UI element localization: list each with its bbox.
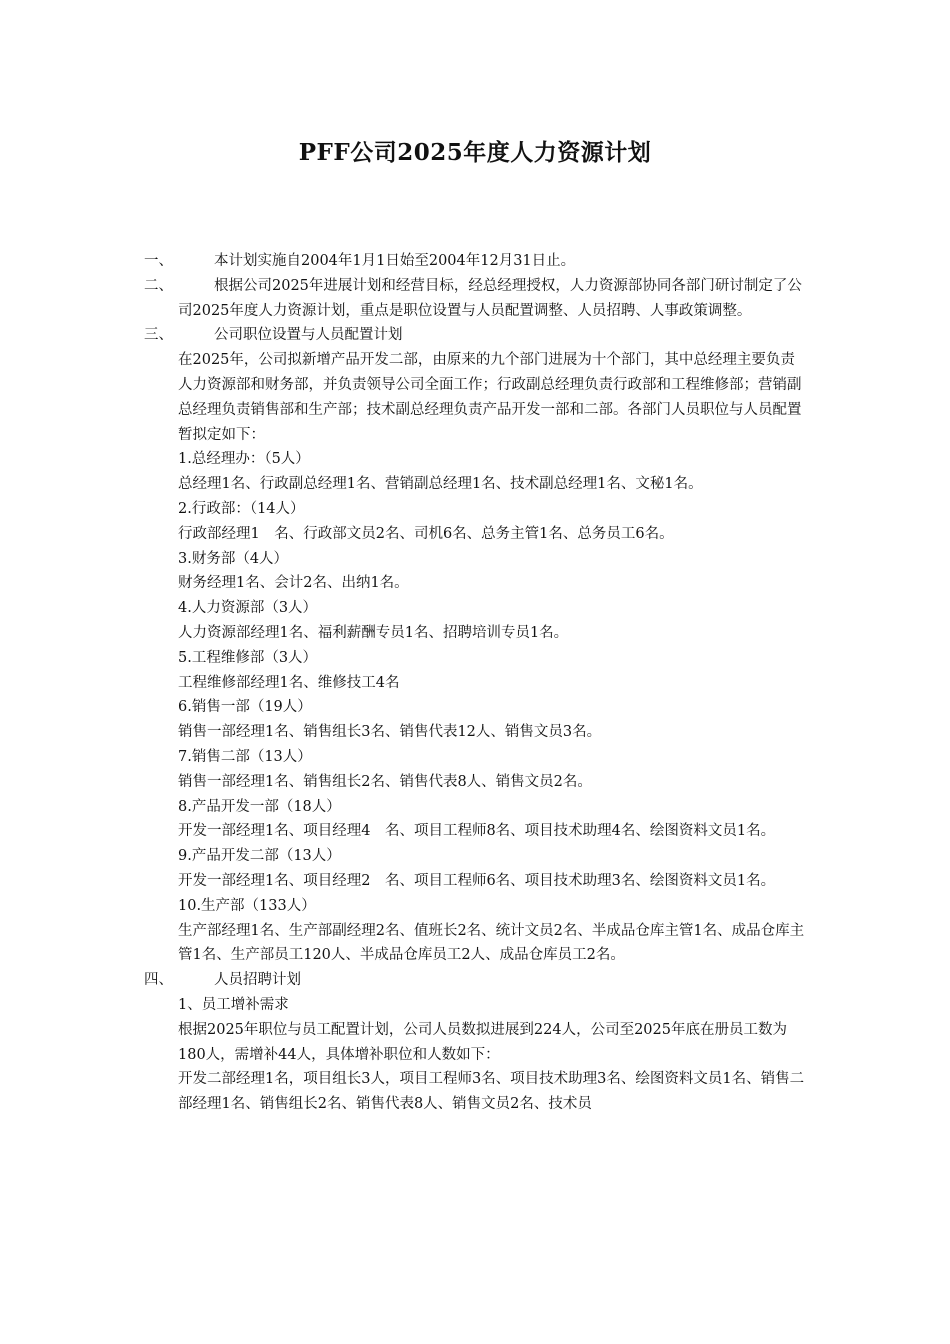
department-heading: 7.销售二部（13人）	[178, 748, 312, 765]
subsection-heading: 1、员工增补需求	[178, 996, 289, 1013]
section-2	[144, 274, 808, 324]
department-heading: 8.产品开发一部（18人）	[178, 798, 341, 815]
department-staffing: 财务经理1名、会计2名、出纳1名。	[178, 575, 409, 592]
department-heading: 1.总经理办：（5人）	[178, 451, 310, 468]
department-heading: 4.人力资源部（3人）	[178, 600, 318, 617]
document-body	[144, 249, 808, 1117]
document-title: PFF公司2025年度人力资源计划	[298, 139, 652, 166]
department-staffing: 开发一部经理1名、项目经理4 名、项目工程师8名、项目技术助理4名、绘图资料文员1名。	[178, 823, 776, 840]
section-number: 二、	[144, 277, 173, 294]
section-heading: 人员招聘计划	[214, 972, 301, 989]
section-3	[144, 323, 808, 348]
section-number: 三、	[144, 327, 173, 344]
department-heading: 9.产品开发二部（13人）	[178, 848, 341, 865]
department-heading: 10.生产部（133人）	[178, 897, 316, 914]
paragraph: 根据2025年职位与员工配置计划，公司人员数拟进展到224人，公司至2025年底在册员工数为180人，需增补44人，具体增补职位和人数如下：	[178, 1021, 787, 1063]
department-heading: 6.销售一部（19人）	[178, 699, 312, 716]
paragraph: 在2025年，公司拟新增产品开发二部，由原来的九个部门进展为十个部门，其中总经理主要负责人力资源部和财务部，并负责领导公司全面工作；行政副总经理负责行政部和工程维修部；营销副总经理负责销售部和生产部；技术副总经理负责产品开发一部和二部。各部门人员职位与人员配置暂拟定如下：	[178, 352, 802, 443]
department-heading: 2.行政部：（14人）	[178, 500, 305, 517]
department-staffing: 总经理1名、行政副总经理1名、营销副总经理1名、技术副总经理1名、文秘1名。	[178, 476, 703, 493]
section-number: 四、	[144, 972, 173, 989]
department-staffing: 销售一部经理1名、销售组长2名、销售代表8人、销售文员2名。	[178, 773, 592, 790]
department-staffing: 开发一部经理1名、项目经理2 名、项目工程师6名、项目技术助理3名、绘图资料文员1名。	[178, 872, 776, 889]
department-staffing: 销售一部经理1名、销售组长3名、销售代表12人、销售文员3名。	[178, 724, 602, 741]
department-heading: 3.财务部（4人）	[178, 550, 289, 567]
section-text: 本计划实施自2004年1月1日始至2004年12月31日止。	[214, 253, 576, 269]
section-4-body	[144, 993, 808, 1117]
department-heading: 5.工程维修部（3人）	[178, 649, 318, 666]
section-number: 一、	[144, 253, 173, 269]
paragraph: 开发二部经理1名，项目组长3人，项目工程师3名、项目技术助理3名、绘图资料文员1名、销售二部经理1名、销售组长2名、销售代表8人、销售文员2名、技术员	[178, 1071, 805, 1113]
section-1	[144, 249, 808, 274]
department-staffing: 人力资源部经理1名、福利薪酬专员1名、招聘培训专员1名。	[178, 624, 569, 641]
section-4	[144, 968, 808, 993]
department-staffing: 工程维修部经理1名、维修技工4名	[178, 674, 400, 691]
department-staffing: 行政部经理1 名、行政部文员2名、司机6名、总务主管1名、总务员工6名。	[178, 525, 674, 542]
department-staffing: 生产部经理1名、生产部副经理2名、值班长2名、统计文员2名、半成品仓库主管1名、成品仓库主管1名、生产部员工120人、半成品仓库员工2人、成品仓库员工2名。	[178, 922, 805, 964]
section-heading: 公司职位设置与人员配置计划	[214, 327, 403, 344]
section-text: 根据公司2025年进展计划和经营目标，经总经理授权，人力资源部协同各部门研讨制定了公司2025年度人力资源计划，重点是职位设置与人员配置调整、人员招聘、人事政策调整。	[178, 277, 802, 319]
section-3-body	[144, 348, 808, 968]
